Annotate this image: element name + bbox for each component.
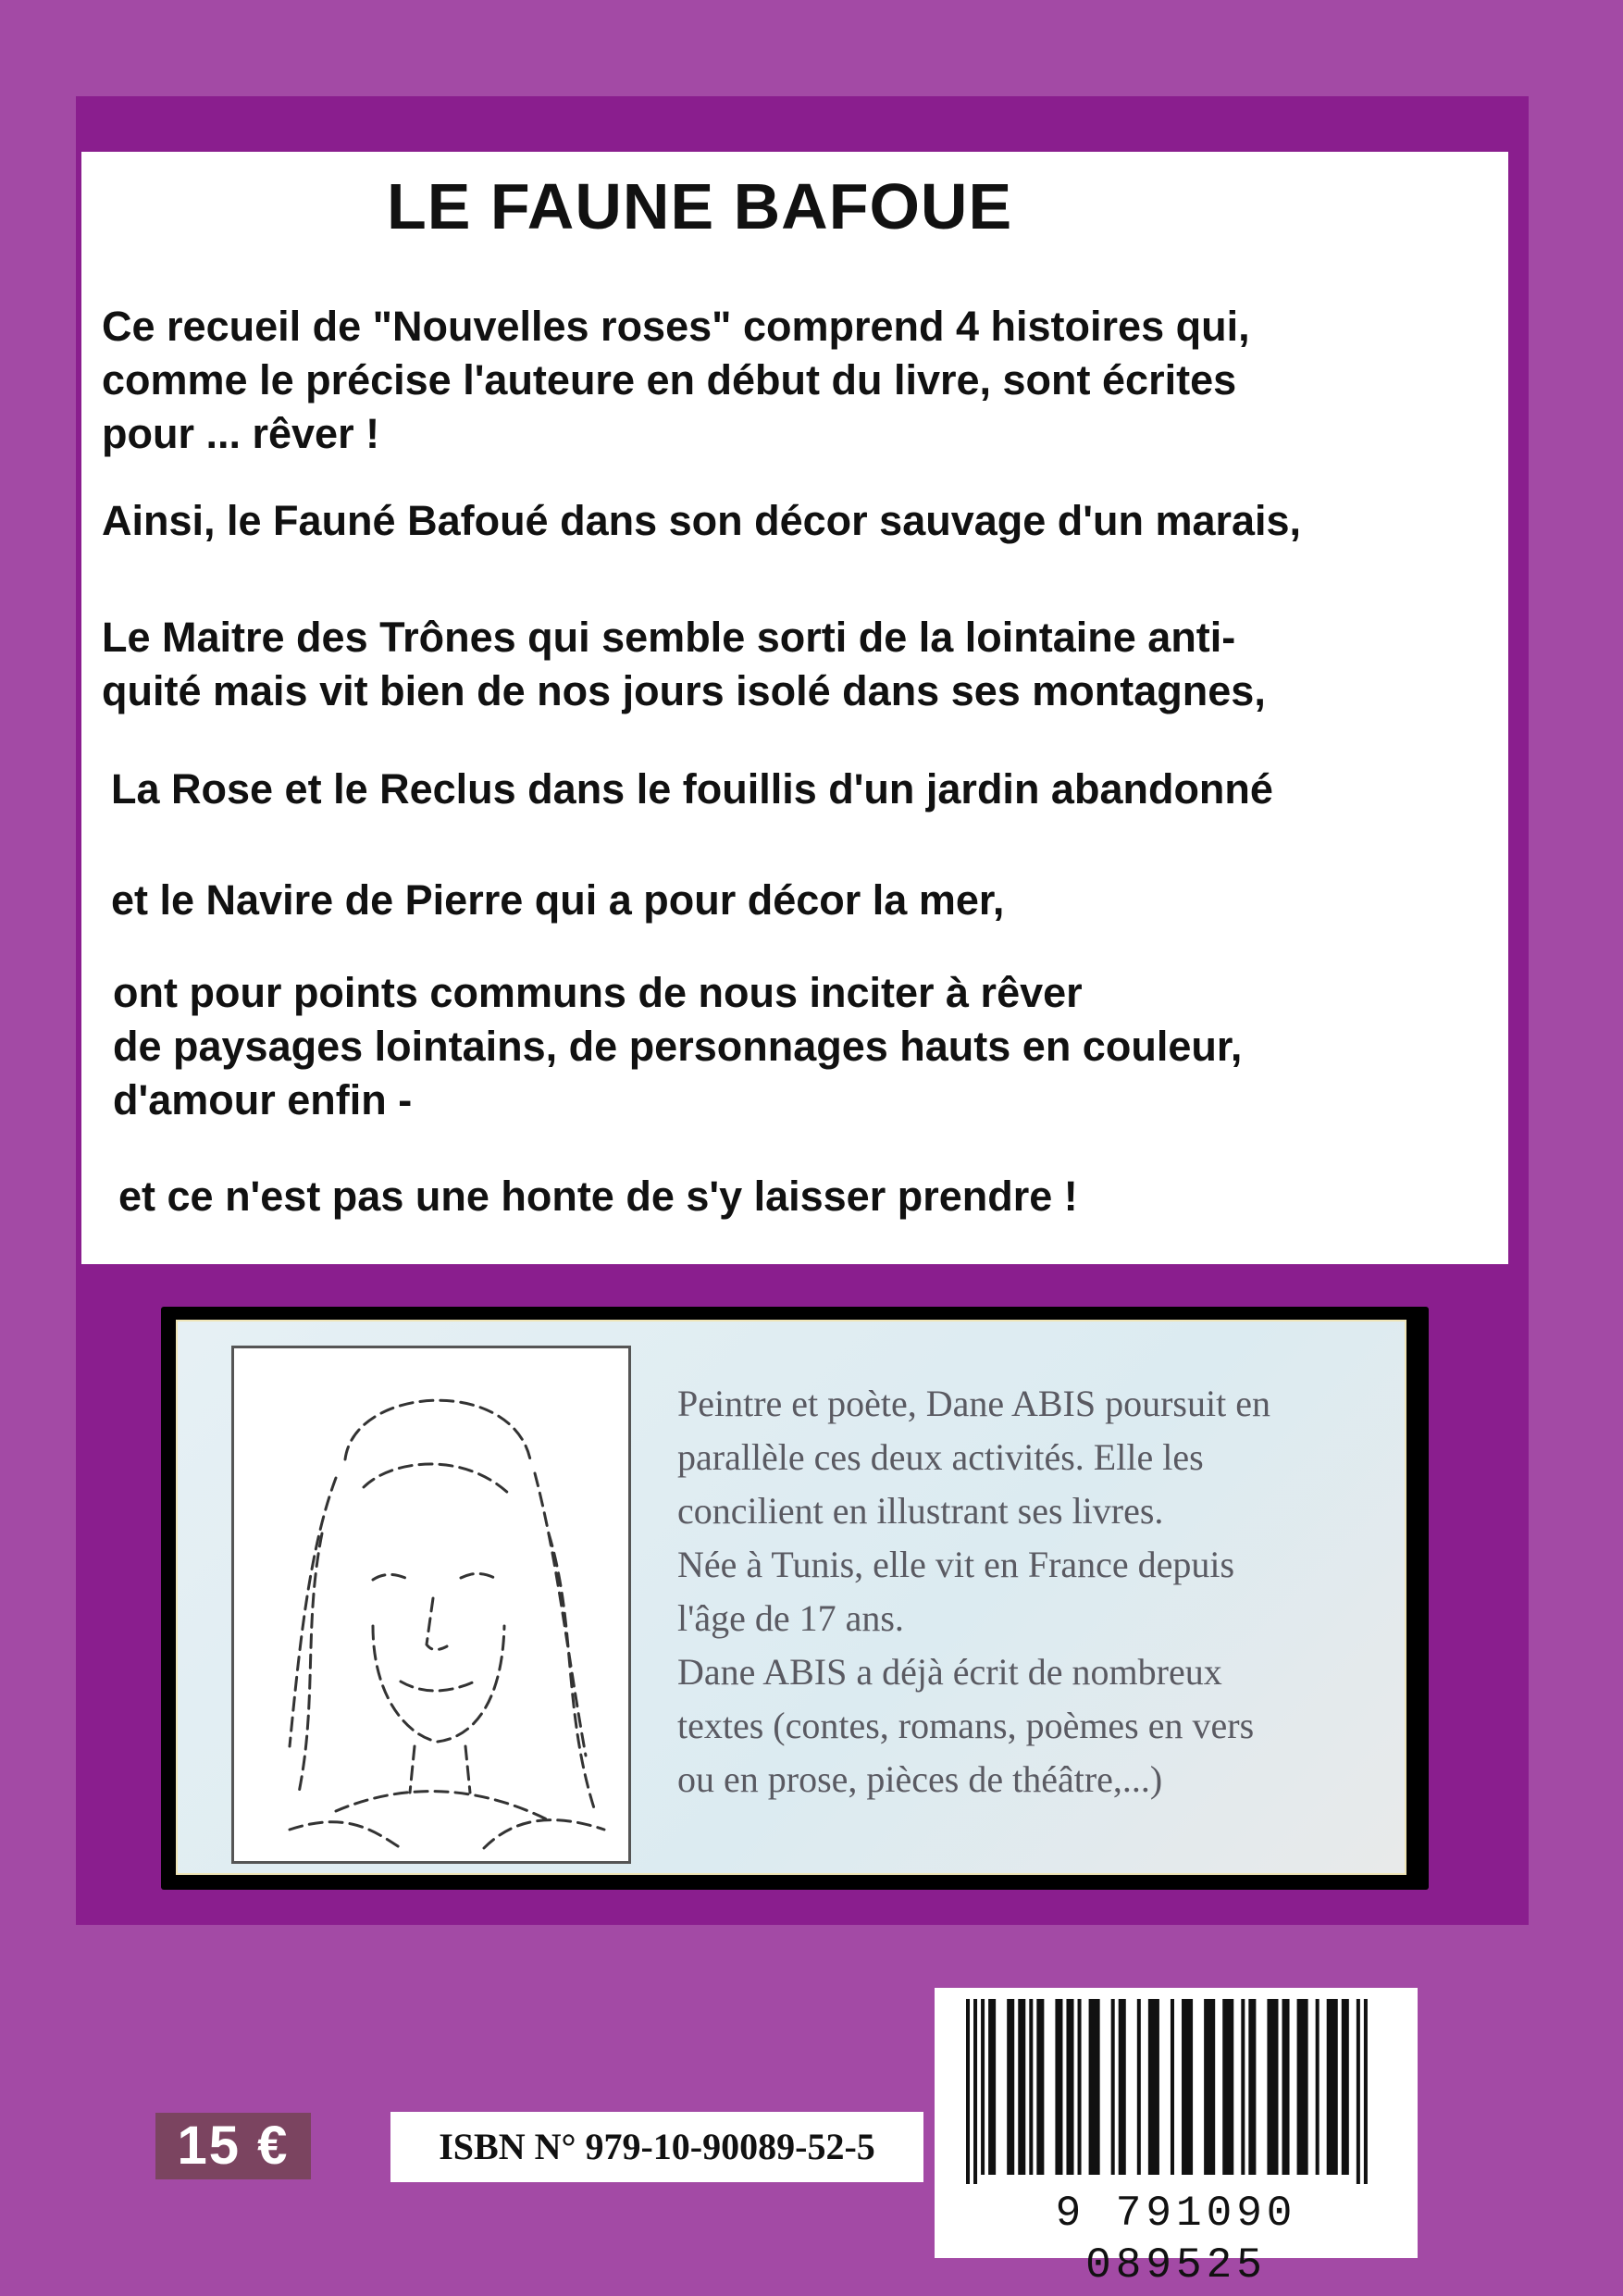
isbn-label: ISBN N° 979-10-90089-52-5: [390, 2112, 923, 2182]
barcode-bar: [1055, 1999, 1062, 2175]
barcode-bar: [1119, 1999, 1126, 2175]
barcode-bar: [1029, 1999, 1033, 2175]
barcode-bar: [1137, 1999, 1141, 2175]
barcode-bar: [1111, 1999, 1115, 2175]
barcode-bar: [1066, 1999, 1073, 2175]
barcode-bar: [1342, 1999, 1349, 2175]
barcode-bar: [1282, 1999, 1290, 2175]
portrait-drawing: [234, 1348, 628, 1861]
barcode-bar: [1357, 1999, 1360, 2184]
barcode-bar: [1078, 1999, 1082, 2175]
barcode-bars: [966, 1999, 1386, 2184]
barcode-bar: [1267, 1999, 1278, 2175]
author-portrait-sketch-icon: [231, 1346, 631, 1864]
book-title: LE FAUNE BAFOUE: [387, 170, 1013, 242]
barcode-bar: [1316, 1999, 1319, 2175]
summary-paragraph: La Rose et le Reclus dans le fouillis d'un jardin abandonné: [111, 765, 1273, 813]
barcode-bar: [1036, 1999, 1044, 2175]
barcode-bar: [981, 1999, 985, 2175]
barcode-bar: [966, 1999, 970, 2184]
author-box: [176, 1320, 1406, 1875]
barcode-bar: [1007, 1999, 1014, 2175]
author-bio: Peintre et poète, Dane ABIS poursuit en parallèle ces deux activités. Elle les concilient en illustrant ses livres. Née à Tunis, elle vit en France depuis l'âge de 17 ans. Dane ABIS a déjà écrit de nombreux textes (contes, romans, poèmes en vers ou en prose, pièces de théâtre,...): [677, 1383, 1270, 1800]
barcode: [935, 1988, 1418, 2290]
summary-paragraph: ont pour points communs de nous inciter à rêver de paysages lointains, de personnages hauts en couleur, d'amour enfin -: [113, 969, 1243, 1123]
barcode-bar: [1327, 1999, 1338, 2175]
barcode-bar: [973, 1999, 977, 2184]
barcode-bar: [1148, 1999, 1159, 2175]
barcode-bar: [1241, 1999, 1245, 2175]
summary-paragraph: Le Maitre des Trônes qui semble sorti de la lointaine anti- quité mais vit bien de nos jours isolé dans ses montagnes,: [102, 614, 1266, 714]
summary-paragraph: et le Navire de Pierre qui a pour décor la mer,: [111, 876, 1005, 924]
barcode-bar: [1297, 1999, 1308, 2175]
barcode-bar: [1204, 1999, 1215, 2175]
price-badge: 15 €: [155, 2113, 311, 2179]
barcode-bar: [1018, 1999, 1025, 2175]
barcode-bar: [1248, 1999, 1256, 2175]
barcode-bar: [1171, 1999, 1174, 2175]
author-box-frame: [161, 1307, 1429, 1890]
barcode-bar: [1089, 1999, 1100, 2175]
barcode-digits: 9 791090 089525: [1055, 2190, 1297, 2290]
barcode-bar: [1222, 1999, 1233, 2175]
summary-paragraph: et ce n'est pas une honte de s'y laisser prendre !: [118, 1173, 1078, 1220]
barcode-bar: [1364, 1999, 1368, 2184]
summary-paragraph: Ainsi, le Fauné Bafoué dans son décor sauvage d'un marais,: [102, 497, 1302, 544]
summary-paragraph: Ce recueil de "Nouvelles roses" comprend 4 histoires qui, comme le précise l'auteure en début du livre, sont écrites pour ... rêver !: [102, 303, 1250, 457]
barcode-bar: [1182, 1999, 1193, 2175]
summary-panel: [81, 152, 1508, 1264]
barcode-bar: [988, 1999, 996, 2175]
